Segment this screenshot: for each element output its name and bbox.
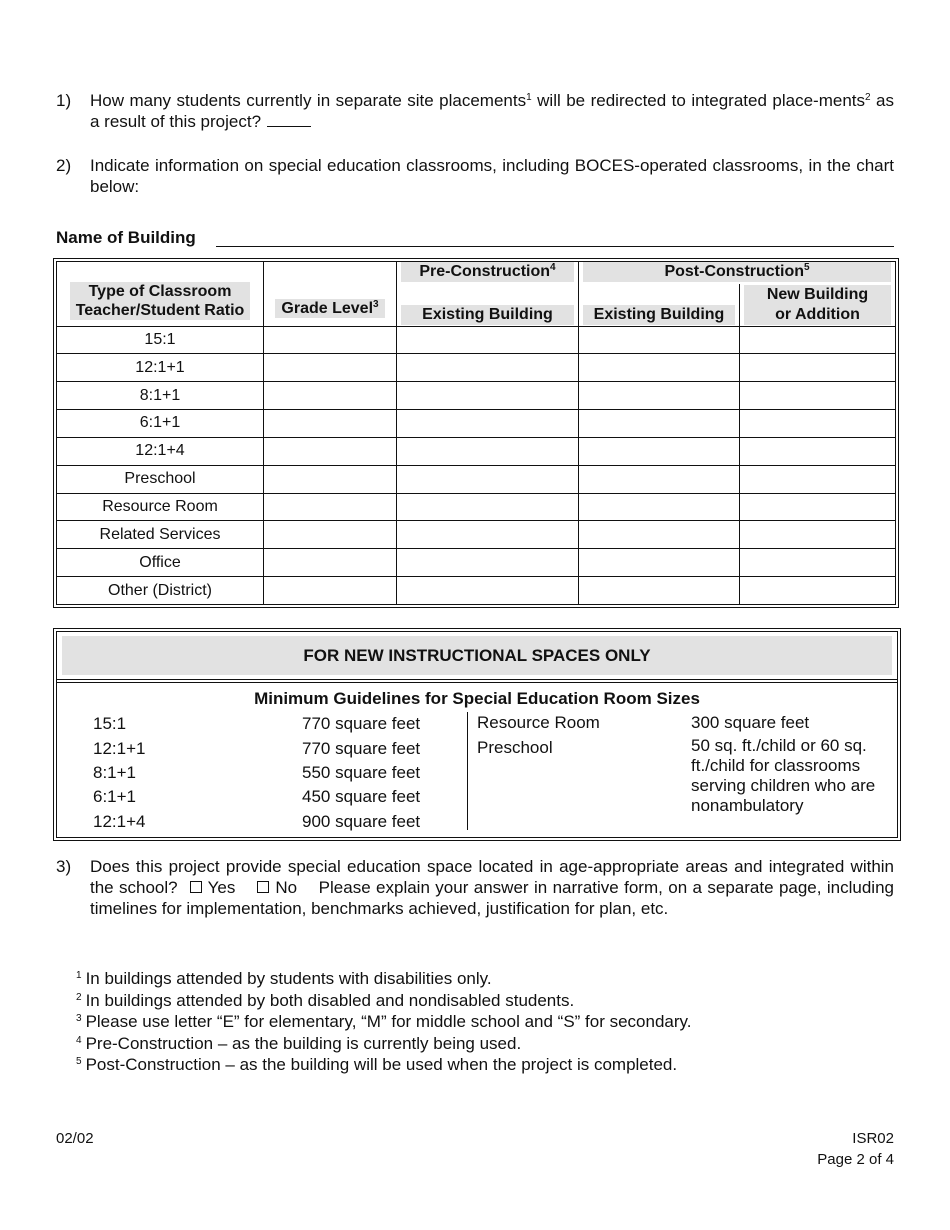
no-checkbox[interactable] — [257, 881, 269, 893]
pre-existing-cell[interactable] — [397, 577, 579, 604]
footnote — [76, 1055, 677, 1075]
post-new-cell[interactable] — [740, 521, 896, 549]
footer-form-id: ISR02 — [852, 1130, 894, 1147]
yes-label: Yes — [207, 878, 236, 897]
footnote-number: 2 — [76, 991, 82, 1003]
post-existing-cell[interactable] — [579, 577, 740, 604]
table-row — [57, 493, 895, 521]
guideline-ratio: 6:1+1 — [93, 787, 137, 806]
guideline-room: Resource Room — [477, 713, 600, 732]
question-number: 1) — [56, 91, 72, 110]
pre-existing-cell[interactable] — [397, 437, 579, 465]
post-existing-cell[interactable] — [579, 493, 740, 521]
guideline-size: 770 square feet — [302, 714, 421, 733]
guideline-ratio: 12:1+1 — [93, 739, 146, 758]
header-type — [57, 262, 264, 326]
row-label: 12:1+4 — [57, 437, 264, 465]
question-number: 2) — [56, 156, 72, 175]
guideline-size: 300 square feet — [691, 713, 810, 732]
footnote-text: In buildings attended by both disabled and nondisabled students. — [85, 990, 575, 1010]
guideline-ratio: 8:1+1 — [93, 763, 137, 782]
footnote-text: Post-Construction – as the building will be used when the project is completed. — [85, 1055, 678, 1074]
footnote — [76, 1034, 521, 1054]
table-row — [57, 326, 895, 354]
post-existing-cell[interactable] — [579, 382, 740, 410]
header-label — [70, 282, 251, 320]
guidelines-title: Minimum Guidelines for Special Education Room Sizes — [254, 689, 700, 708]
building-name-field[interactable] — [216, 246, 894, 247]
footnote-number: 5 — [76, 1056, 82, 1067]
header-pre-construction — [397, 262, 579, 284]
footnote — [76, 991, 574, 1011]
post-existing-cell[interactable] — [579, 326, 740, 354]
footnote-ref: 4 — [550, 262, 556, 273]
guideline-size: 900 square feet — [302, 812, 421, 831]
q1-text-b: will be redirected to integrated place-ments — [531, 91, 865, 110]
question-text — [90, 90, 894, 132]
pre-existing-cell[interactable] — [397, 549, 579, 577]
table-row — [57, 354, 895, 382]
footnote-number: 1 — [76, 970, 82, 981]
table-row — [57, 465, 895, 493]
post-existing-cell[interactable] — [579, 465, 740, 493]
row-label: Other (District) — [57, 577, 264, 604]
pre-existing-cell[interactable] — [397, 493, 579, 521]
footnote — [76, 969, 492, 989]
post-new-cell[interactable] — [740, 465, 896, 493]
post-new-cell[interactable] — [740, 382, 896, 410]
row-label: Preschool — [57, 465, 264, 493]
building-name-label: Name of Building — [56, 228, 196, 247]
footer-page-number: Page 2 of 4 — [817, 1151, 894, 1168]
grade-cell[interactable] — [264, 326, 397, 354]
footnote-ref: 2 — [865, 92, 871, 103]
header-label — [275, 299, 384, 318]
table-row — [57, 549, 895, 577]
guidelines-box — [53, 628, 901, 841]
post-existing-cell[interactable] — [579, 521, 740, 549]
post-existing-cell[interactable] — [579, 437, 740, 465]
question-2 — [56, 155, 894, 197]
header-existing-post — [579, 284, 740, 326]
row-label: 12:1+1 — [57, 354, 264, 382]
header-existing-pre — [397, 284, 579, 326]
row-label: Office — [57, 549, 264, 577]
post-new-cell[interactable] — [740, 577, 896, 604]
header-text: Existing Building — [401, 305, 574, 325]
classroom-table — [53, 258, 899, 608]
header-post-text: Post-Construction — [664, 263, 804, 280]
guideline-ratio: 15:1 — [93, 714, 127, 733]
header-post-construction — [579, 262, 896, 284]
row-label: Resource Room — [57, 493, 264, 521]
guideline-room: Preschool — [477, 738, 553, 757]
question-text: Indicate information on special education classrooms, including BOCES-operated classrooms, in the chart below: — [90, 156, 894, 196]
footnote-ref: 1 — [526, 92, 532, 103]
question-3 — [56, 856, 894, 919]
footnote — [76, 1012, 692, 1032]
guideline-size: 770 square feet — [302, 739, 421, 758]
pre-existing-cell[interactable] — [397, 382, 579, 410]
header-text: Existing Building — [583, 305, 735, 325]
question-text — [90, 856, 894, 919]
row-label: Related Services — [57, 521, 264, 549]
header-ratio-text: Teacher/Student Ratio — [75, 301, 245, 319]
header-grade-text: Grade Level — [281, 299, 374, 317]
post-new-cell[interactable] — [740, 493, 896, 521]
post-new-cell[interactable] — [740, 410, 896, 438]
grade-cell[interactable] — [264, 437, 397, 465]
post-existing-cell[interactable] — [579, 354, 740, 382]
table-row — [57, 410, 895, 438]
row-label: 6:1+1 — [57, 410, 264, 438]
question-number: 3) — [56, 857, 72, 876]
post-new-cell[interactable] — [740, 437, 896, 465]
yes-checkbox[interactable] — [190, 881, 202, 893]
pre-existing-cell[interactable] — [397, 326, 579, 354]
table-row — [57, 577, 895, 604]
footnote-number: 4 — [76, 1034, 82, 1046]
header-text: or Addition — [775, 305, 860, 323]
pre-existing-cell[interactable] — [397, 521, 579, 549]
footnote-text: Pre-Construction – as the building is currently being used. — [85, 1033, 522, 1053]
pre-existing-cell[interactable] — [397, 354, 579, 382]
table-row — [57, 521, 895, 549]
row-label: 8:1+1 — [57, 382, 264, 410]
header-text: New Building — [766, 285, 869, 303]
grade-cell[interactable] — [264, 410, 397, 438]
header-new-building — [740, 284, 896, 326]
pre-existing-cell[interactable] — [397, 410, 579, 438]
grade-cell[interactable] — [264, 577, 397, 604]
post-new-cell[interactable] — [740, 326, 896, 354]
footnote-text: Please use letter “E” for elementary, “M” for middle school and “S” for secondary. — [85, 1012, 692, 1031]
footnote-number: 3 — [76, 1013, 82, 1024]
q3-text-b: Please explain your answer in narrative form, on a separate page, including timelines for implementation, benchmarks achieved, justification for plan, etc. — [90, 878, 894, 918]
guideline-ratio: 12:1+4 — [93, 812, 146, 831]
grade-cell[interactable] — [264, 493, 397, 521]
pre-existing-cell[interactable] — [397, 465, 579, 493]
header-grade — [264, 262, 397, 326]
q3-text-a: Does this project provide special education space located in age-appropriate areas and integrated within the school? — [90, 857, 894, 897]
grade-cell[interactable] — [264, 521, 397, 549]
footer-date: 02/02 — [56, 1130, 94, 1147]
grade-cell[interactable] — [264, 465, 397, 493]
post-new-cell[interactable] — [740, 549, 896, 577]
post-existing-cell[interactable] — [579, 549, 740, 577]
no-label: No — [275, 878, 298, 897]
guideline-size: 450 square feet — [302, 787, 421, 806]
guideline-size: 550 square feet — [302, 763, 421, 782]
divider — [57, 679, 897, 683]
guidelines-header: FOR NEW INSTRUCTIONAL SPACES ONLY — [62, 636, 892, 675]
footnote-ref: 5 — [803, 262, 810, 273]
table-row — [57, 437, 895, 465]
grade-cell[interactable] — [264, 382, 397, 410]
table-row — [57, 382, 895, 410]
post-new-cell[interactable] — [740, 354, 896, 382]
answer-blank[interactable] — [267, 112, 311, 127]
post-existing-cell[interactable] — [579, 410, 740, 438]
q1-text-a: How many students currently in separate site placements — [90, 91, 527, 110]
footnote-text: In buildings attended by students with disabilities only. — [85, 969, 492, 988]
guideline-size: 50 sq. ft./child or 60 sq. ft./child for classrooms serving children who are nonambulatory — [691, 736, 876, 815]
row-label: 15:1 — [57, 326, 264, 354]
grade-cell[interactable] — [264, 354, 397, 382]
grade-cell[interactable] — [264, 549, 397, 577]
header-type-text: Type of Classroom — [88, 282, 232, 300]
column-divider — [467, 712, 468, 830]
header-pre-text: Pre-Construction — [419, 263, 551, 280]
footnote-ref: 3 — [373, 298, 379, 310]
question-1 — [56, 90, 894, 132]
q1-text-c: as a result of this project? — [90, 91, 894, 131]
